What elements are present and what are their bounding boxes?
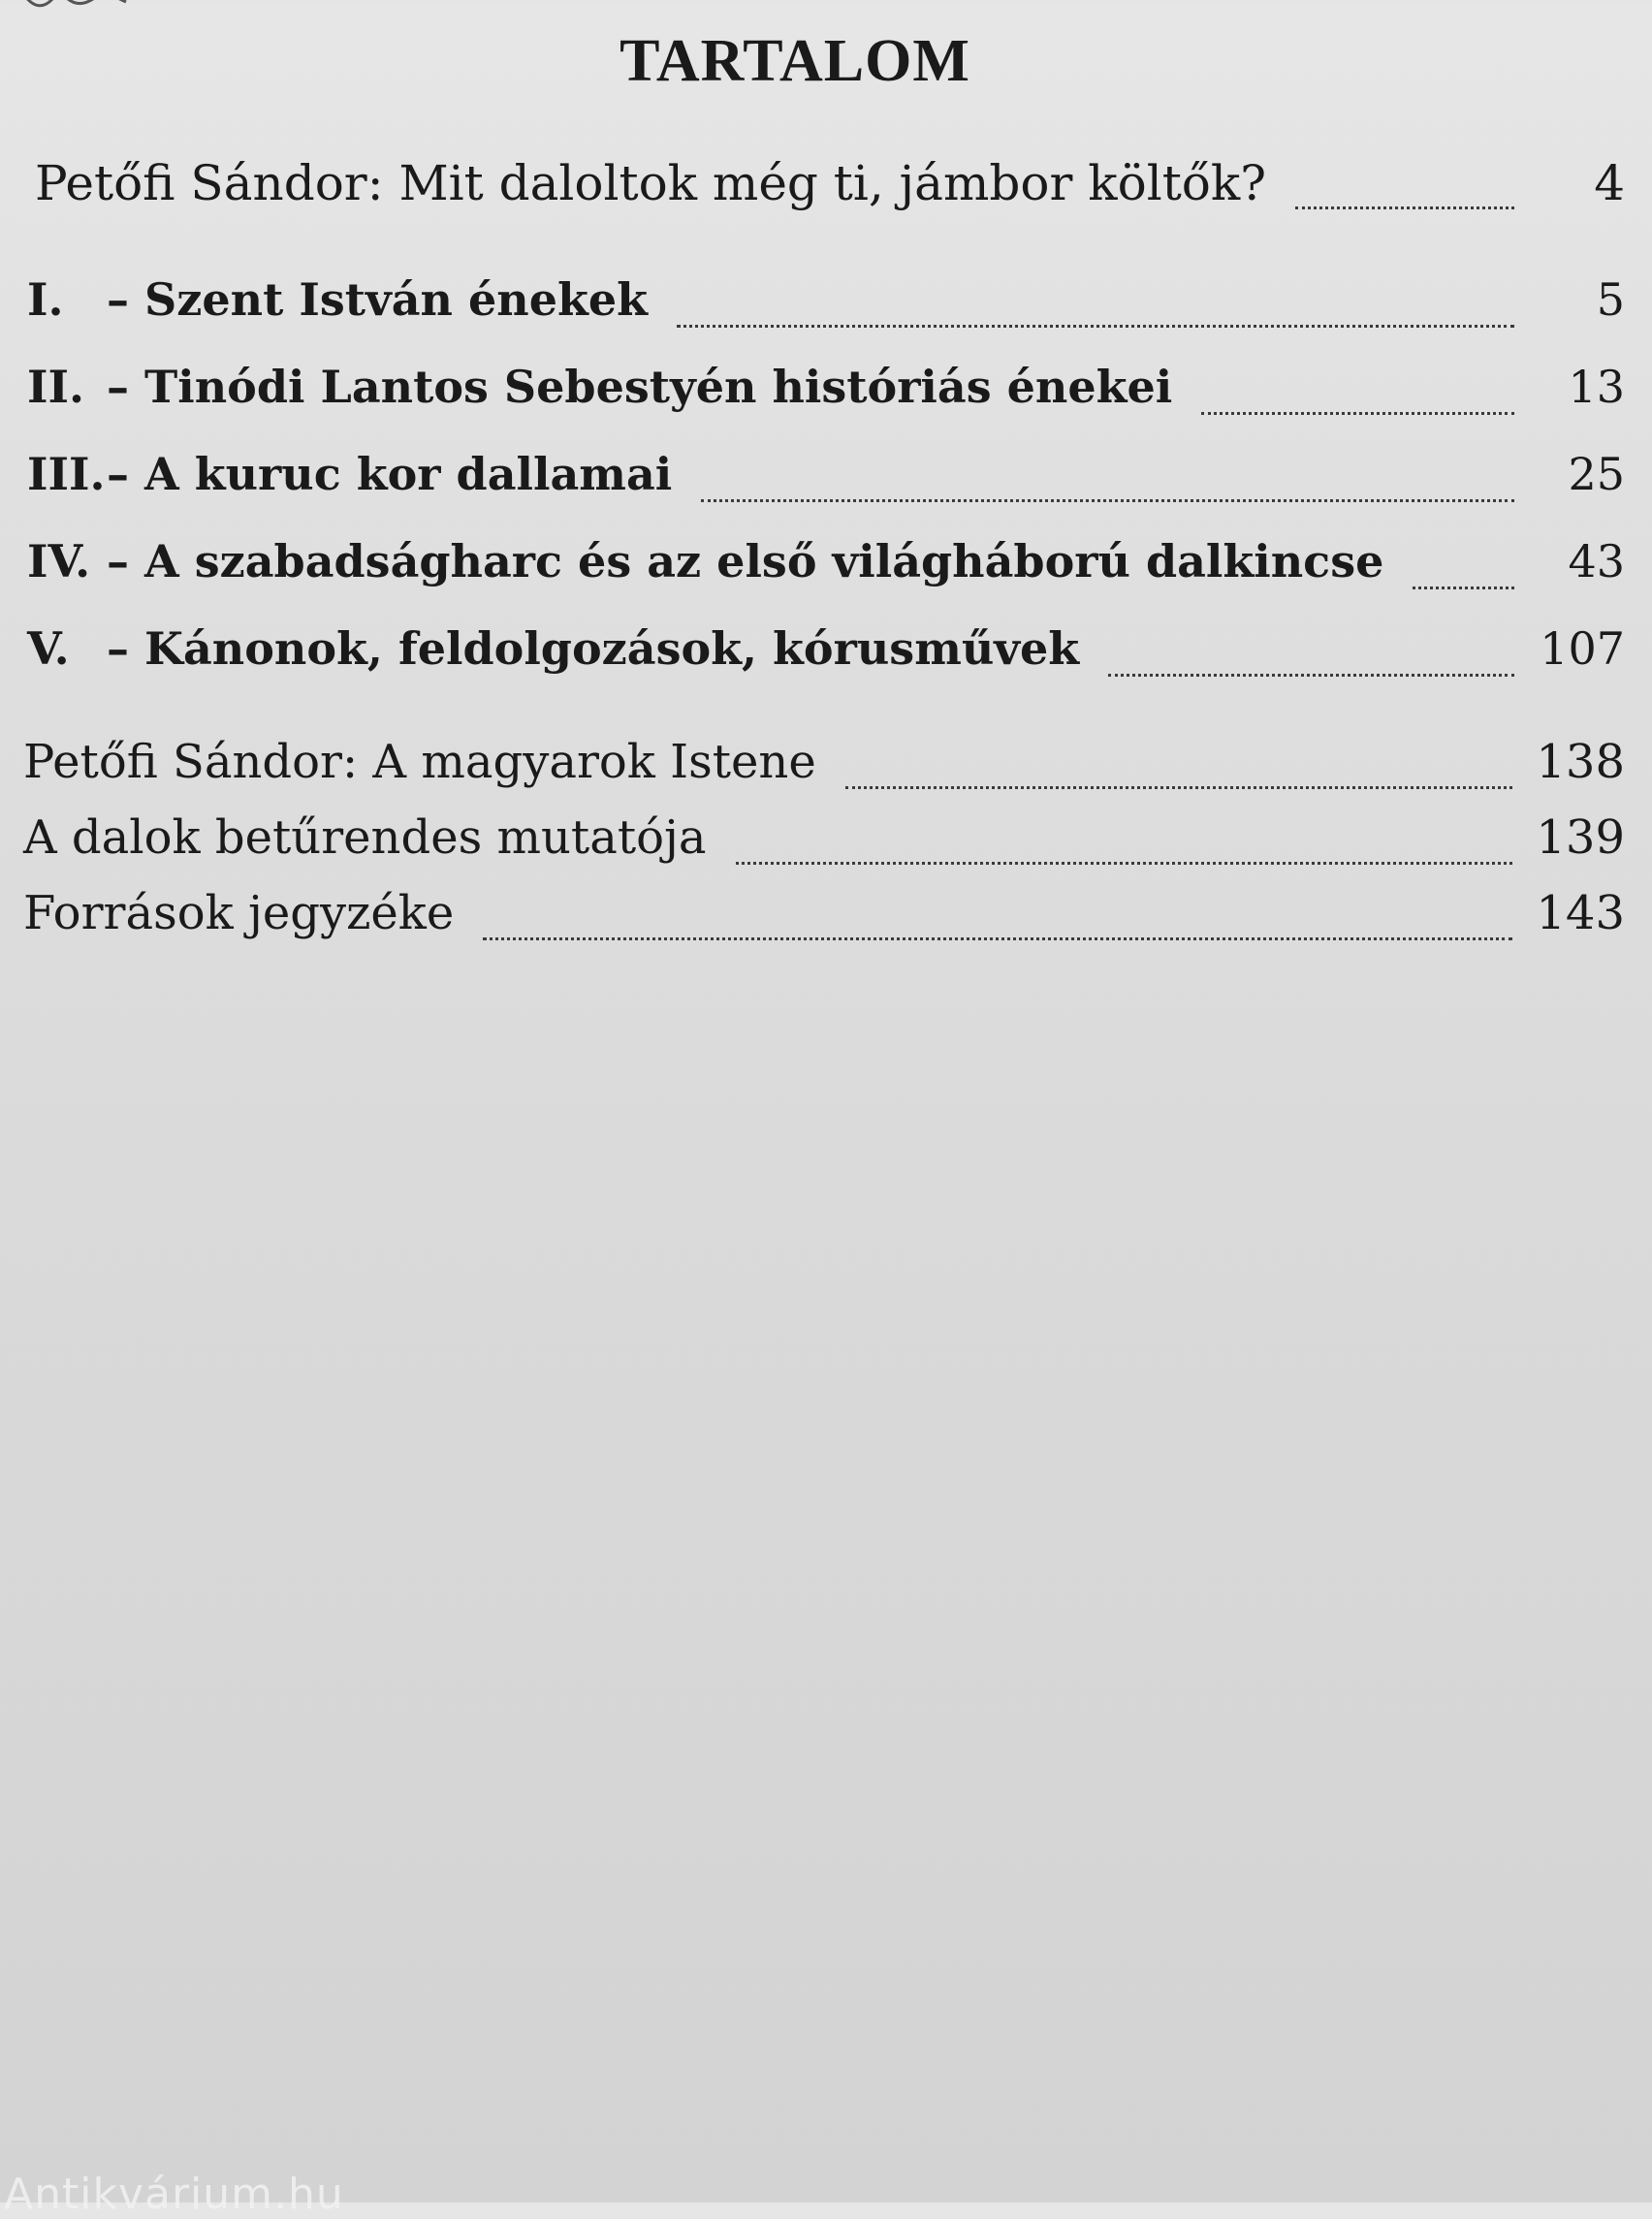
toc-entry-chapter bbox=[27, 448, 1625, 516]
appendix-page: 139 bbox=[1536, 810, 1625, 865]
chapter-title: – Kánonok, feldolgozások, kórusművek bbox=[107, 622, 1080, 675]
chapter-page: 25 bbox=[1568, 448, 1625, 500]
page-title: TARTALOM bbox=[620, 28, 970, 94]
appendix-title: Petőfi Sándor: A magyarok Istene bbox=[23, 735, 816, 789]
toc-entry-appendix bbox=[23, 735, 1625, 803]
handwritten-mark bbox=[19, 0, 165, 19]
dot-leader bbox=[483, 937, 1512, 940]
dot-leader bbox=[1295, 206, 1514, 209]
chapter-page: 43 bbox=[1568, 535, 1625, 587]
toc-entry-chapter bbox=[27, 361, 1625, 428]
toc-entry-appendix bbox=[23, 810, 1625, 878]
chapter-page: 107 bbox=[1540, 622, 1625, 675]
chapter-page: 5 bbox=[1596, 273, 1625, 326]
toc-entry-appendix bbox=[23, 886, 1625, 954]
toc-entry-chapter bbox=[27, 273, 1625, 341]
chapter-title: – Tinódi Lantos Sebestyén históriás énekei bbox=[107, 361, 1173, 413]
chapter-title: – A szabadságharc és az első világháború dalkincse bbox=[107, 535, 1384, 587]
toc-entry-chapter bbox=[27, 535, 1625, 603]
chapter-number: I. bbox=[27, 273, 64, 326]
dot-leader bbox=[677, 325, 1514, 328]
dot-leader bbox=[736, 862, 1513, 865]
appendix-title: A dalok betűrendes mutatója bbox=[23, 810, 707, 865]
watermark-text: Antikvárium.hu bbox=[4, 2170, 344, 2219]
appendix-page: 138 bbox=[1536, 735, 1625, 789]
dot-leader bbox=[1413, 586, 1514, 589]
toc-entry-page: 4 bbox=[1594, 155, 1625, 211]
appendix-page: 143 bbox=[1536, 886, 1625, 940]
toc-entry-intro bbox=[35, 155, 1625, 223]
appendix-title: Források jegyzéke bbox=[23, 886, 455, 940]
dot-leader bbox=[1108, 674, 1514, 677]
toc-entry-title: Petőfi Sándor: Mit daloltok még ti, jámbor költők? bbox=[35, 155, 1266, 211]
chapter-page: 13 bbox=[1568, 361, 1625, 413]
dot-leader bbox=[701, 499, 1514, 502]
chapter-number: II. bbox=[27, 361, 85, 413]
chapter-number: III. bbox=[27, 448, 106, 500]
dot-leader bbox=[845, 786, 1513, 789]
chapter-title: – Szent István énekek bbox=[107, 273, 648, 326]
toc-entry-chapter bbox=[27, 622, 1625, 690]
chapter-title: – A kuruc kor dallamai bbox=[107, 448, 673, 500]
dot-leader bbox=[1201, 412, 1514, 415]
chapter-number: V. bbox=[27, 622, 70, 675]
chapter-number: IV. bbox=[27, 535, 91, 587]
